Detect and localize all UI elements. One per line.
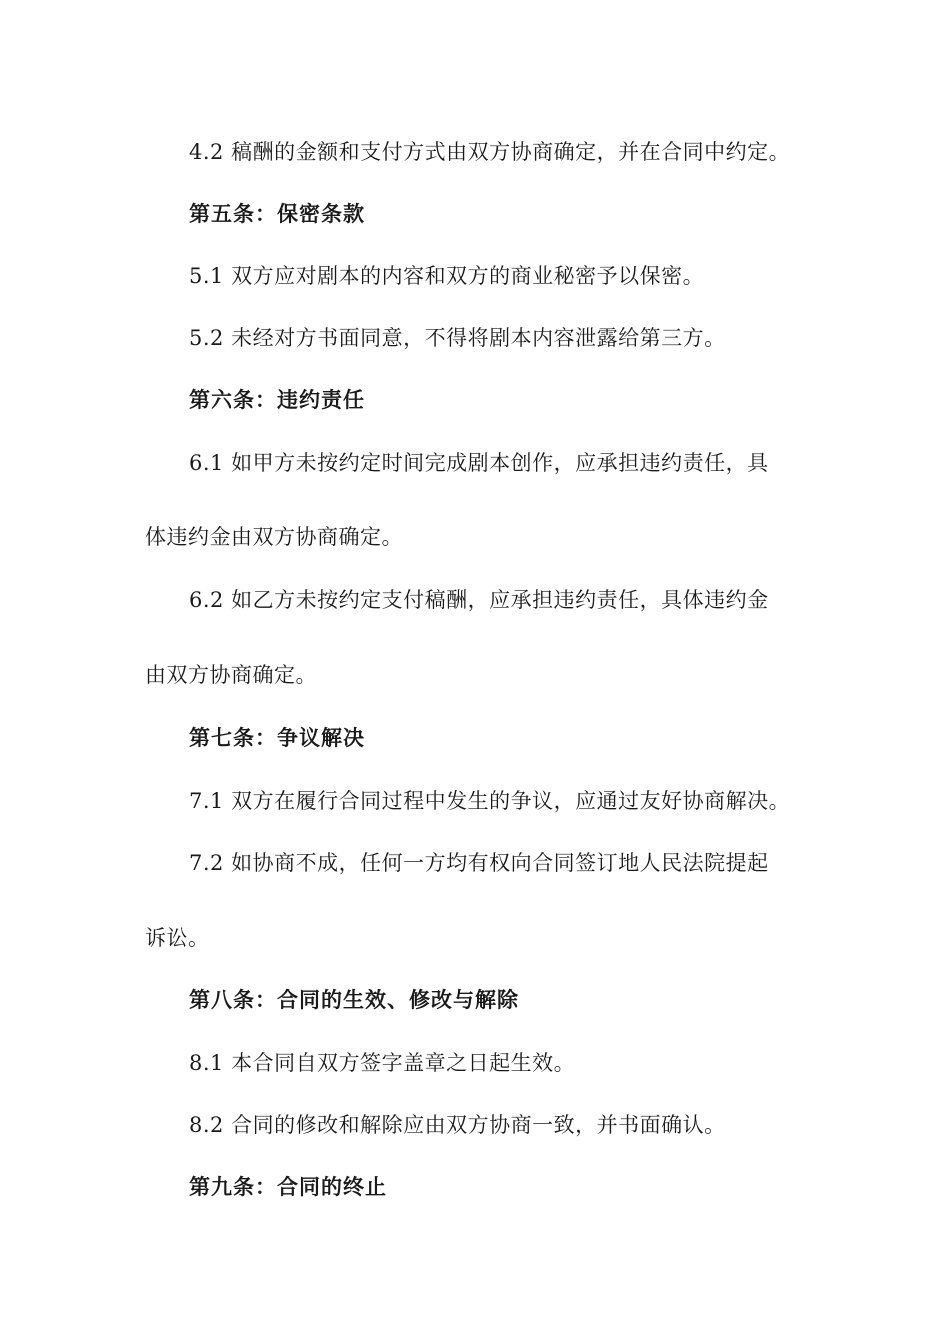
heading-article-8: 第八条：合同的生效、修改与解除 bbox=[189, 988, 519, 1012]
heading-article-7: 第七条：争议解决 bbox=[189, 726, 365, 750]
clause-7-2-line-2: 诉讼。 bbox=[145, 926, 210, 950]
clause-8-1: 8.1 本合同自双方签字盖章之日起生效。 bbox=[189, 1051, 576, 1075]
heading-article-6: 第六条：违约责任 bbox=[189, 388, 365, 412]
clause-7-1: 7.1 双方在履行合同过程中发生的争议，应通过友好协商解决。 bbox=[189, 789, 791, 813]
clause-8-2: 8.2 合同的修改和解除应由双方协商一致，并书面确认。 bbox=[189, 1113, 726, 1137]
heading-article-5: 第五条：保密条款 bbox=[189, 202, 365, 226]
clause-6-2-line-1: 6.2 如乙方未按约定支付稿酬，应承担违约责任，具体违约金 bbox=[189, 588, 769, 612]
clause-5-2: 5.2 未经对方书面同意，不得将剧本内容泄露给第三方。 bbox=[189, 326, 726, 350]
heading-article-9: 第九条：合同的终止 bbox=[189, 1175, 387, 1199]
clause-4-2: 4.2 稿酬的金额和支付方式由双方协商确定，并在合同中约定。 bbox=[189, 140, 791, 164]
clause-6-2-line-2: 由双方协商确定。 bbox=[145, 663, 317, 687]
clause-6-1-line-1: 6.1 如甲方未按约定时间完成剧本创作，应承担违约责任，具 bbox=[189, 451, 769, 475]
clause-5-1: 5.1 双方应对剧本的内容和双方的商业秘密予以保密。 bbox=[189, 264, 705, 288]
clause-7-2-line-1: 7.2 如协商不成，任何一方均有权向合同签订地人民法院提起 bbox=[189, 851, 769, 875]
clause-6-1-line-2: 体违约金由双方协商确定。 bbox=[145, 525, 403, 549]
